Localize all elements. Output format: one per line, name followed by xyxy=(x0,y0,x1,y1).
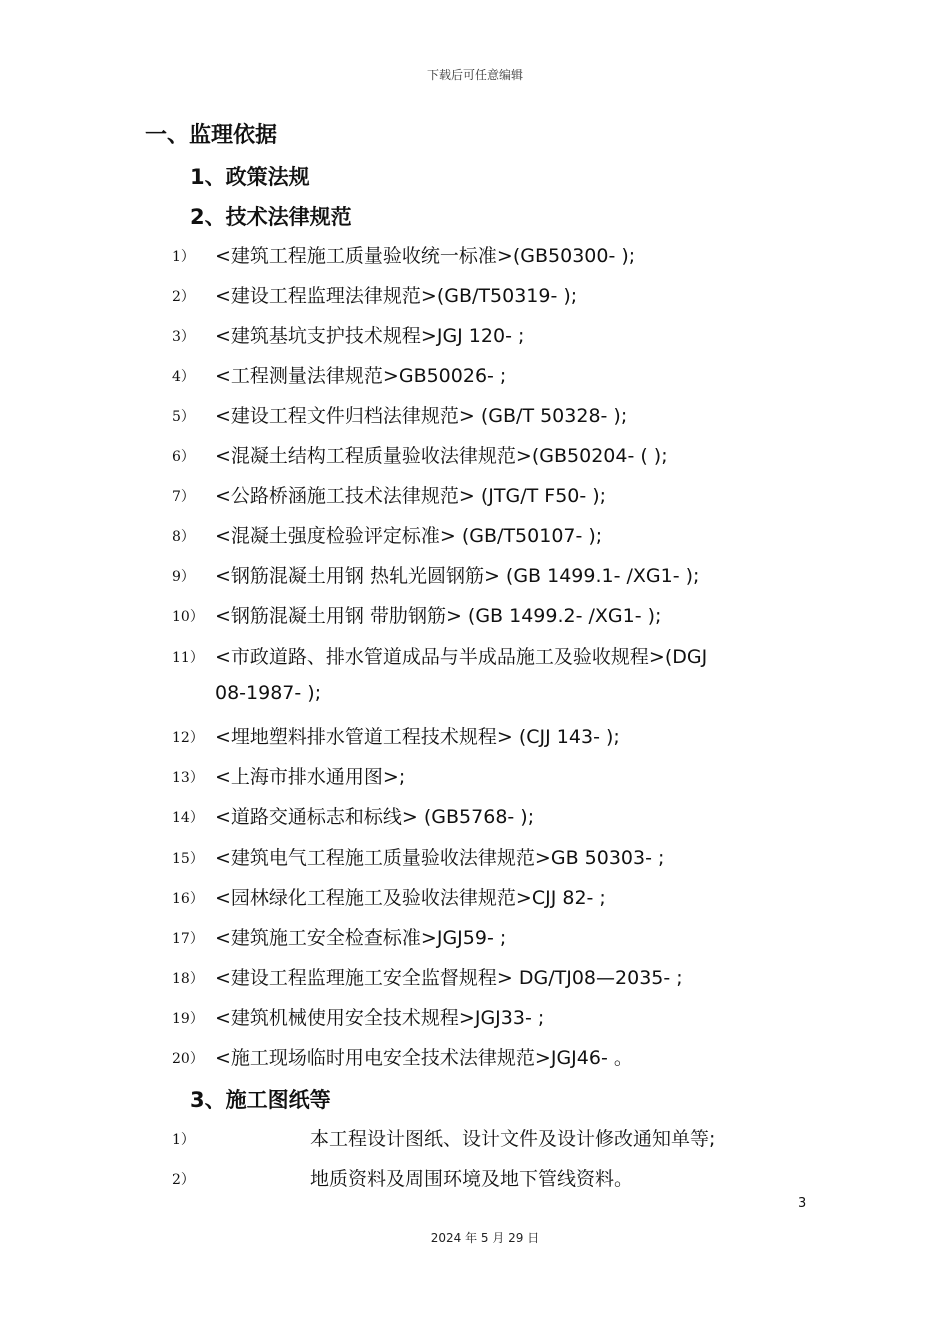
list-item xyxy=(172,802,812,832)
list-item-number: 14） xyxy=(172,810,204,826)
list-item-text: <建筑电气工程施工质量验收法律规范>GB 50303- ; xyxy=(215,847,665,869)
list-item xyxy=(172,321,812,351)
list-item-number: 20） xyxy=(172,1051,204,1067)
list-item xyxy=(172,762,812,792)
list-item xyxy=(172,481,812,511)
list-item-text: <建设工程文件归档法律规范> (GB/T 50328- ); xyxy=(215,405,628,427)
list-item-text: <建设工程监理法律规范>(GB/T50319- ); xyxy=(215,285,578,307)
list-item-number: 10） xyxy=(172,609,204,625)
list-item xyxy=(172,1164,812,1194)
page-header: 下载后可任意编辑 xyxy=(426,68,523,82)
list-item-number: 2） xyxy=(172,289,195,305)
subsection-title-drawings: 3、施工图纸等 xyxy=(190,1088,331,1112)
list-item-text: <建设工程监理施工安全监督规程> DG/TJ08—2035- ; xyxy=(215,967,683,989)
list-item-number: 12） xyxy=(172,730,204,746)
list-item xyxy=(172,601,812,631)
list-item-number: 9） xyxy=(172,569,195,585)
list-item-text: <建筑基坑支护技术规程>JGJ 120- ; xyxy=(215,325,525,347)
list-item-text: <工程测量法律规范>GB50026- ; xyxy=(215,365,507,387)
list-item-number: 16） xyxy=(172,891,204,907)
list-item-text: <道路交通标志和标线> (GB5768- ); xyxy=(215,806,535,828)
subsection-title-policies: 1、政策法规 xyxy=(190,165,310,189)
list-item-text: <建筑工程施工质量验收统一标准>(GB50300- ); xyxy=(215,245,636,267)
page-footer-date: 2024 年 5 月 29 日 xyxy=(430,1231,540,1245)
page-number: 3 xyxy=(798,1196,807,1211)
list-item-number: 18） xyxy=(172,971,204,987)
list-item-text: <混凝土结构工程质量验收法律规范>(GB50204- ( ); xyxy=(215,445,668,467)
list-item xyxy=(172,561,812,591)
list-item xyxy=(172,963,812,993)
list-item-continuation: 08-1987- ); xyxy=(215,682,322,704)
list-item-number: 11） xyxy=(172,650,204,666)
list-item-text: <市政道路、排水管道成品与半成品施工及验收规程>(DGJ xyxy=(215,646,708,668)
list-item-number: 8） xyxy=(172,529,195,545)
list-item xyxy=(172,843,812,873)
list-item xyxy=(172,401,812,431)
list-item-number: 5） xyxy=(172,409,195,425)
list-item-text: 本工程设计图纸、设计文件及设计修改通知单等; xyxy=(310,1128,716,1150)
list-item xyxy=(172,1003,812,1033)
list-item xyxy=(172,361,812,391)
list-item xyxy=(172,521,812,551)
list-item xyxy=(172,883,812,913)
list-item-number: 13） xyxy=(172,770,204,786)
list-item-text: <公路桥涵施工技术法律规范> (JTG/T F50- ); xyxy=(215,485,607,507)
list-item-number: 2） xyxy=(172,1172,195,1188)
list-item-number: 4） xyxy=(172,369,195,385)
section-title: 一、监理依据 xyxy=(145,123,278,148)
list-item xyxy=(172,281,812,311)
list-item-number: 1） xyxy=(172,249,195,265)
list-item-number: 15） xyxy=(172,851,204,867)
subsection-title-standards: 2、技术法律规范 xyxy=(190,205,352,229)
list-item-number: 3） xyxy=(172,329,195,345)
list-item-text: <施工现场临时用电安全技术法律规范>JGJ46- 。 xyxy=(215,1047,633,1069)
list-item-text: <建筑机械使用安全技术规程>JGJ33- ; xyxy=(215,1007,545,1029)
list-item-text: <建筑施工安全检查标准>JGJ59- ; xyxy=(215,927,507,949)
list-item-text: <钢筋混凝土用钢 热轧光圆钢筋> (GB 1499.1- /XG1- ); xyxy=(215,565,700,587)
list-item xyxy=(172,722,812,752)
list-item-text: <园林绿化工程施工及验收法律规范>CJJ 82- ; xyxy=(215,887,606,909)
list-item-text: <上海市排水通用图>; xyxy=(215,766,406,788)
list-item xyxy=(172,923,812,953)
list-item-number: 7） xyxy=(172,489,195,505)
list-item-number: 17） xyxy=(172,931,204,947)
list-item xyxy=(172,1124,812,1154)
list-item xyxy=(172,441,812,471)
list-item xyxy=(172,1043,812,1073)
list-item-text: <混凝土强度检验评定标准> (GB/T50107- ); xyxy=(215,525,603,547)
list-item xyxy=(172,241,812,271)
list-item-text: <钢筋混凝土用钢 带肋钢筋> (GB 1499.2- /XG1- ); xyxy=(215,605,662,627)
list-item xyxy=(172,642,812,672)
list-item-number: 1） xyxy=(172,1132,195,1148)
list-item-text: <埋地塑料排水管道工程技术规程> (CJJ 143- ); xyxy=(215,726,620,748)
list-item-number: 19） xyxy=(172,1011,204,1027)
list-item-number: 6） xyxy=(172,449,195,465)
list-item-text: 地质资料及周围环境及地下管线资料。 xyxy=(310,1168,634,1190)
